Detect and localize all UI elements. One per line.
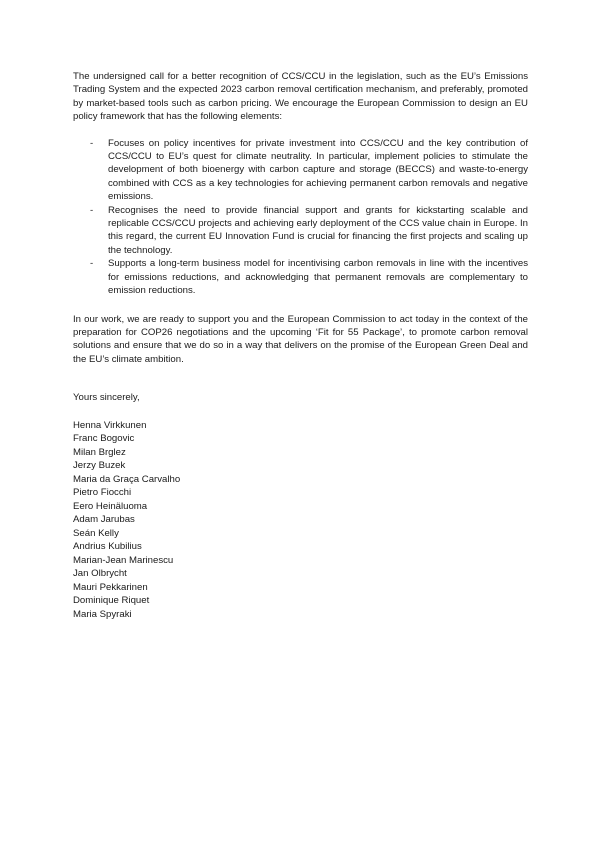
signatory-name: Milan Brglez xyxy=(73,446,126,458)
list-item-text: Focuses on policy incentives for private investment into CCS/CCU and the key contribution of CCS/CCU to EU’s quest for climate neutrality. In particular, implement policies to stimulate the development of both bioenergy with carbon capture and storage (BECCS) and waste-to-energy combined with CCS as a key technologies for achieving permanent carbon removals and negative emissions. xyxy=(108,137,528,203)
signatory-name: Maria Spyraki xyxy=(73,608,132,620)
bullet-dash: - xyxy=(90,258,94,270)
list-item xyxy=(73,137,528,204)
bullet-dash: - xyxy=(90,204,94,216)
sign-off: Yours sincerely, xyxy=(73,392,140,404)
signatories-list xyxy=(73,419,528,622)
signatory-name: Adam Jarubas xyxy=(73,514,135,526)
list-item xyxy=(73,257,528,297)
signatory-name: Pietro Fiocchi xyxy=(73,487,132,499)
closing-paragraph: In our work, we are ready to support you and the European Commission to act today in the context of the preparation for COP26 negotiations and the upcoming ‘Fit for 55 Package’, to promote carbon removal solutions and ensure that we do so in a way that delivers on the promise of the European Green Deal and the EU’s climate ambition. xyxy=(73,313,528,365)
signatory-name: Seán Kelly xyxy=(73,527,119,539)
signatory-name: Maria da Graça Carvalho xyxy=(73,473,181,485)
signatory-name: Marian-Jean Marinescu xyxy=(73,554,174,566)
signatory-name: Andrius Kubilius xyxy=(73,541,142,553)
letter-body xyxy=(73,70,528,621)
signatory-name: Jan Olbrycht xyxy=(73,568,127,580)
list-item-text: Recognises the need to provide financial support and grants for kickstarting scalable and replicable CCS/CCU projects and achieving early deployment of the CCS value chain in Europe. In this regard, the current EU Innovation Fund is crucial for financing the first projects and scaling up the technology. xyxy=(108,204,528,256)
signatory-name: Jerzy Buzek xyxy=(73,460,126,472)
list-item-text: Supports a long-term business model for incentivising carbon removals in line with the incentives for emissions reductions, and acknowledging that permanent removals are complementary to emission reductions. xyxy=(108,258,528,297)
signatory-name: Dominique Riquet xyxy=(73,595,150,607)
signatory-name: Franc Bogovic xyxy=(73,433,135,445)
signatory-name: Mauri Pekkarinen xyxy=(73,581,148,593)
policy-elements-list xyxy=(73,137,528,298)
bullet-dash: - xyxy=(90,137,94,149)
intro-paragraph: The undersigned call for a better recognition of CCS/CCU in the legislation, such as the EU’s Emissions Trading System and the expected 2023 carbon removal certification mechanism, and preferably, promoted by market-based tools such as carbon pricing. We encourage the European Commission to design an EU policy framework that has the following elements: xyxy=(73,71,528,123)
signatory-name: Henna Virkkunen xyxy=(73,419,147,431)
signatory-name: Eero Heinäluoma xyxy=(73,500,148,512)
list-item xyxy=(73,204,528,258)
